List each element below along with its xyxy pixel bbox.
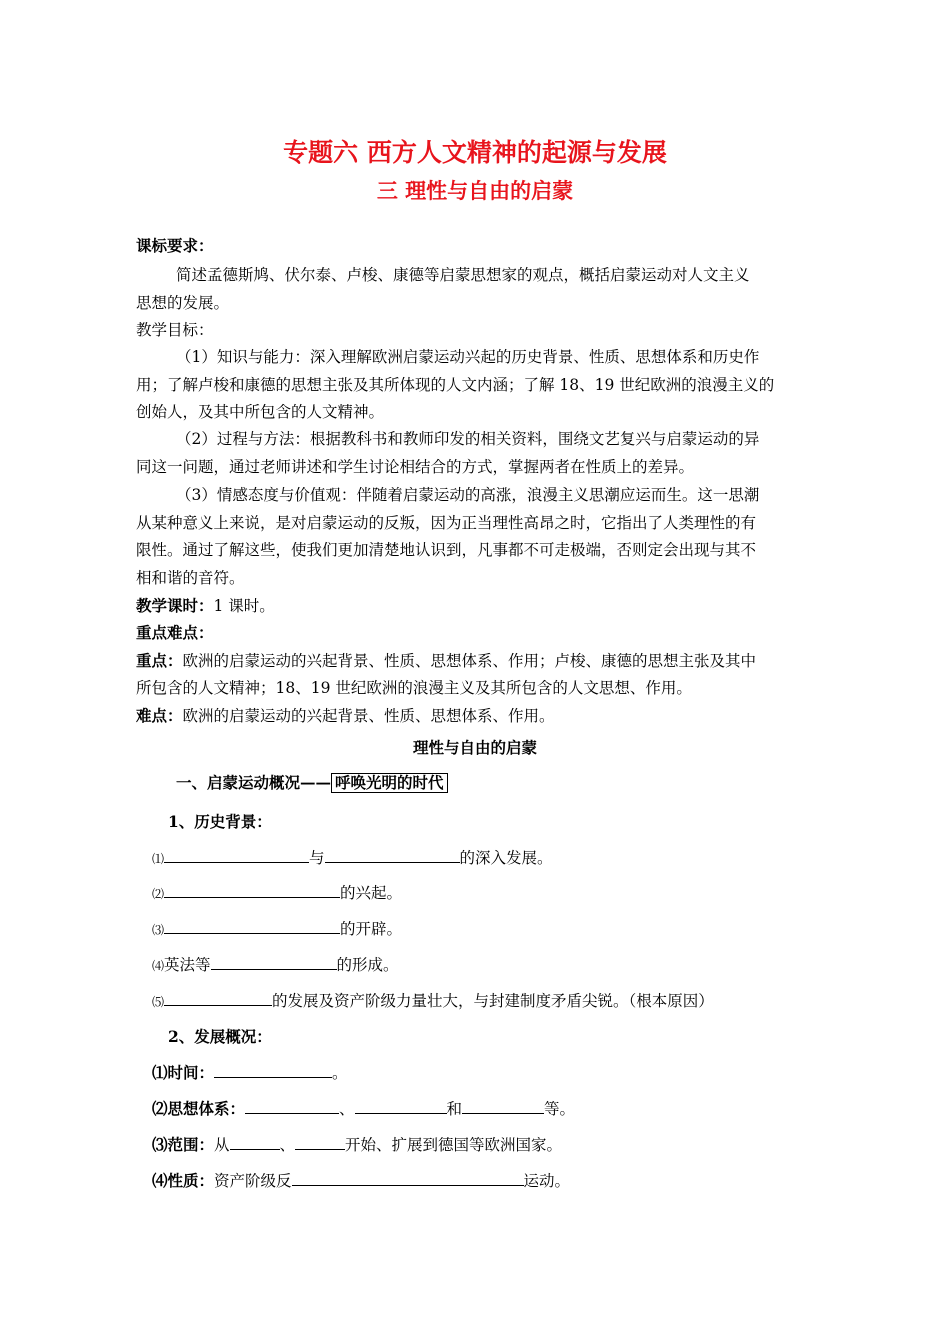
item-text: 运动。 bbox=[523, 1172, 571, 1190]
background-item-3 bbox=[152, 918, 402, 940]
background-item-2 bbox=[152, 882, 402, 904]
objective-3-line-3: 限性。通过了解这些，使我们更加清楚地认识到，凡事都不可走极端，否则定会出现与其不 bbox=[136, 541, 757, 559]
item-text: 的开辟。 bbox=[340, 920, 403, 938]
key-label: 重点： bbox=[136, 651, 183, 670]
item-text: 的形成。 bbox=[336, 956, 399, 974]
item-text: 的发展及资产阶级力量壮大，与封建制度矛盾尖锐。（根本原因） bbox=[272, 992, 714, 1010]
fill-blank[interactable] bbox=[164, 882, 340, 898]
fill-blank[interactable] bbox=[164, 990, 272, 1006]
fill-blank[interactable] bbox=[325, 847, 460, 863]
background-heading: 1、历史背景： bbox=[168, 812, 272, 831]
standards-line-2: 思想的发展。 bbox=[136, 294, 230, 312]
item-text: 。 bbox=[332, 1064, 348, 1082]
key-line-2: 所包含的人文精神；18、19 世纪欧洲的浪漫主义及其所包含的人文思想、作用。 bbox=[136, 679, 692, 697]
key-text-1: 欧洲的启蒙运动的兴起背景、性质、思想体系、作用；卢梭、康德的思想主张及其中 bbox=[182, 652, 757, 670]
development-heading: 2、发展概况： bbox=[168, 1027, 272, 1046]
page-title: 专题六 西方人文精神的起源与发展 bbox=[283, 138, 667, 167]
part1-heading bbox=[176, 773, 448, 793]
item-label: ⑶范围： bbox=[152, 1135, 215, 1154]
item-label: ⑵思想体系： bbox=[152, 1099, 246, 1118]
hard-line bbox=[136, 706, 555, 726]
objective-3-line-4: 相和谐的音符。 bbox=[136, 569, 245, 587]
fill-blank[interactable] bbox=[214, 1062, 332, 1078]
teaching-hours bbox=[136, 596, 275, 616]
objective-3-line-1: （3）情感态度与价值观：伴随着启蒙运动的高涨，浪漫主义思潮应运而生。这一思潮 bbox=[176, 486, 760, 504]
item-text: 的兴起。 bbox=[340, 884, 403, 902]
development-item-2 bbox=[152, 1098, 575, 1119]
blank-separator: 、 bbox=[279, 1136, 296, 1154]
objective-1-line-2: 用；了解卢梭和康德的思想主张及其所体现的人文内涵；了解 18、19 世纪欧洲的浪漫主义的 bbox=[136, 376, 775, 394]
item-text: 等。 bbox=[544, 1100, 576, 1118]
fill-blank[interactable] bbox=[164, 847, 309, 863]
standards-heading: 课标要求： bbox=[136, 236, 214, 255]
background-item-4 bbox=[152, 954, 399, 976]
background-item-1 bbox=[152, 847, 553, 869]
teaching-hours-label: 教学课时： bbox=[136, 596, 214, 615]
fill-blank[interactable] bbox=[295, 1134, 345, 1150]
item-number: ⑷ bbox=[152, 959, 165, 973]
item-number: ⑵ bbox=[152, 887, 165, 901]
objective-1-line-1: （1）知识与能力：深入理解欧洲启蒙运动兴起的历史背景、性质、思想体系和历史作 bbox=[176, 348, 760, 366]
fill-blank[interactable] bbox=[245, 1098, 339, 1114]
item-text: 的深入发展。 bbox=[459, 849, 553, 867]
objective-2-line-2: 同这一问题，通过老师讲述和学生讨论相结合的方式，掌握两者在性质上的差异。 bbox=[136, 458, 695, 476]
item-number: ⑴ bbox=[152, 852, 165, 866]
objective-2-line-1: （2）过程与方法：根据教科书和教师印发的相关资料，围绕文艺复兴与启蒙运动的异 bbox=[176, 430, 760, 448]
item-prefix: 资产阶级反 bbox=[214, 1172, 292, 1190]
item-number: ⑶ bbox=[152, 923, 165, 937]
fill-blank[interactable] bbox=[355, 1098, 447, 1114]
blank-separator: 、 bbox=[339, 1100, 355, 1118]
item-text: 开始、扩展到德国等欧洲国家。 bbox=[345, 1136, 563, 1154]
item-label: ⑴时间： bbox=[152, 1063, 215, 1082]
key-line-1 bbox=[136, 651, 756, 671]
development-item-1 bbox=[152, 1062, 348, 1083]
fill-blank[interactable] bbox=[292, 1170, 524, 1186]
item-prefix: 英法等 bbox=[164, 956, 211, 974]
item-number: ⑸ bbox=[152, 995, 165, 1009]
teaching-hours-value: 1 课时。 bbox=[213, 597, 275, 615]
objective-3-line-2: 从某种意义上来说，是对启蒙运动的反叛，因为正当理性高昂之时，它指出了人类理性的有 bbox=[136, 514, 757, 532]
fill-blank[interactable] bbox=[230, 1134, 280, 1150]
hard-label: 难点： bbox=[136, 706, 183, 725]
objective-1-line-3: 创始人，及其中所包含的人文精神。 bbox=[136, 403, 385, 421]
part1-boxed-label: 呼唤光明的时代 bbox=[331, 773, 448, 793]
blank-connector: 和 bbox=[446, 1100, 463, 1118]
development-item-4 bbox=[152, 1170, 570, 1191]
background-item-5 bbox=[152, 990, 714, 1012]
blank-connector: 与 bbox=[309, 849, 325, 867]
section-title: 理性与自由的启蒙 bbox=[412, 738, 537, 757]
item-prefix: 从 bbox=[214, 1136, 230, 1154]
fill-blank[interactable] bbox=[211, 954, 337, 970]
hard-text: 欧洲的启蒙运动的兴起背景、性质、思想体系、作用。 bbox=[182, 707, 555, 725]
standards-line-1: 简述孟德斯鸠、伏尔泰、卢梭、康德等启蒙思想家的观点，概括启蒙运动对人文主义 bbox=[176, 266, 750, 284]
page-subtitle: 三 理性与自由的启蒙 bbox=[376, 179, 574, 203]
part1-prefix: 一、启蒙运动概况—— bbox=[176, 773, 332, 792]
keypoints-heading: 重点难点： bbox=[136, 623, 214, 642]
objectives-heading: 教学目标： bbox=[136, 321, 214, 339]
item-label: ⑷性质： bbox=[152, 1171, 215, 1190]
fill-blank[interactable] bbox=[164, 918, 340, 934]
fill-blank[interactable] bbox=[462, 1098, 544, 1114]
development-item-3 bbox=[152, 1134, 562, 1155]
